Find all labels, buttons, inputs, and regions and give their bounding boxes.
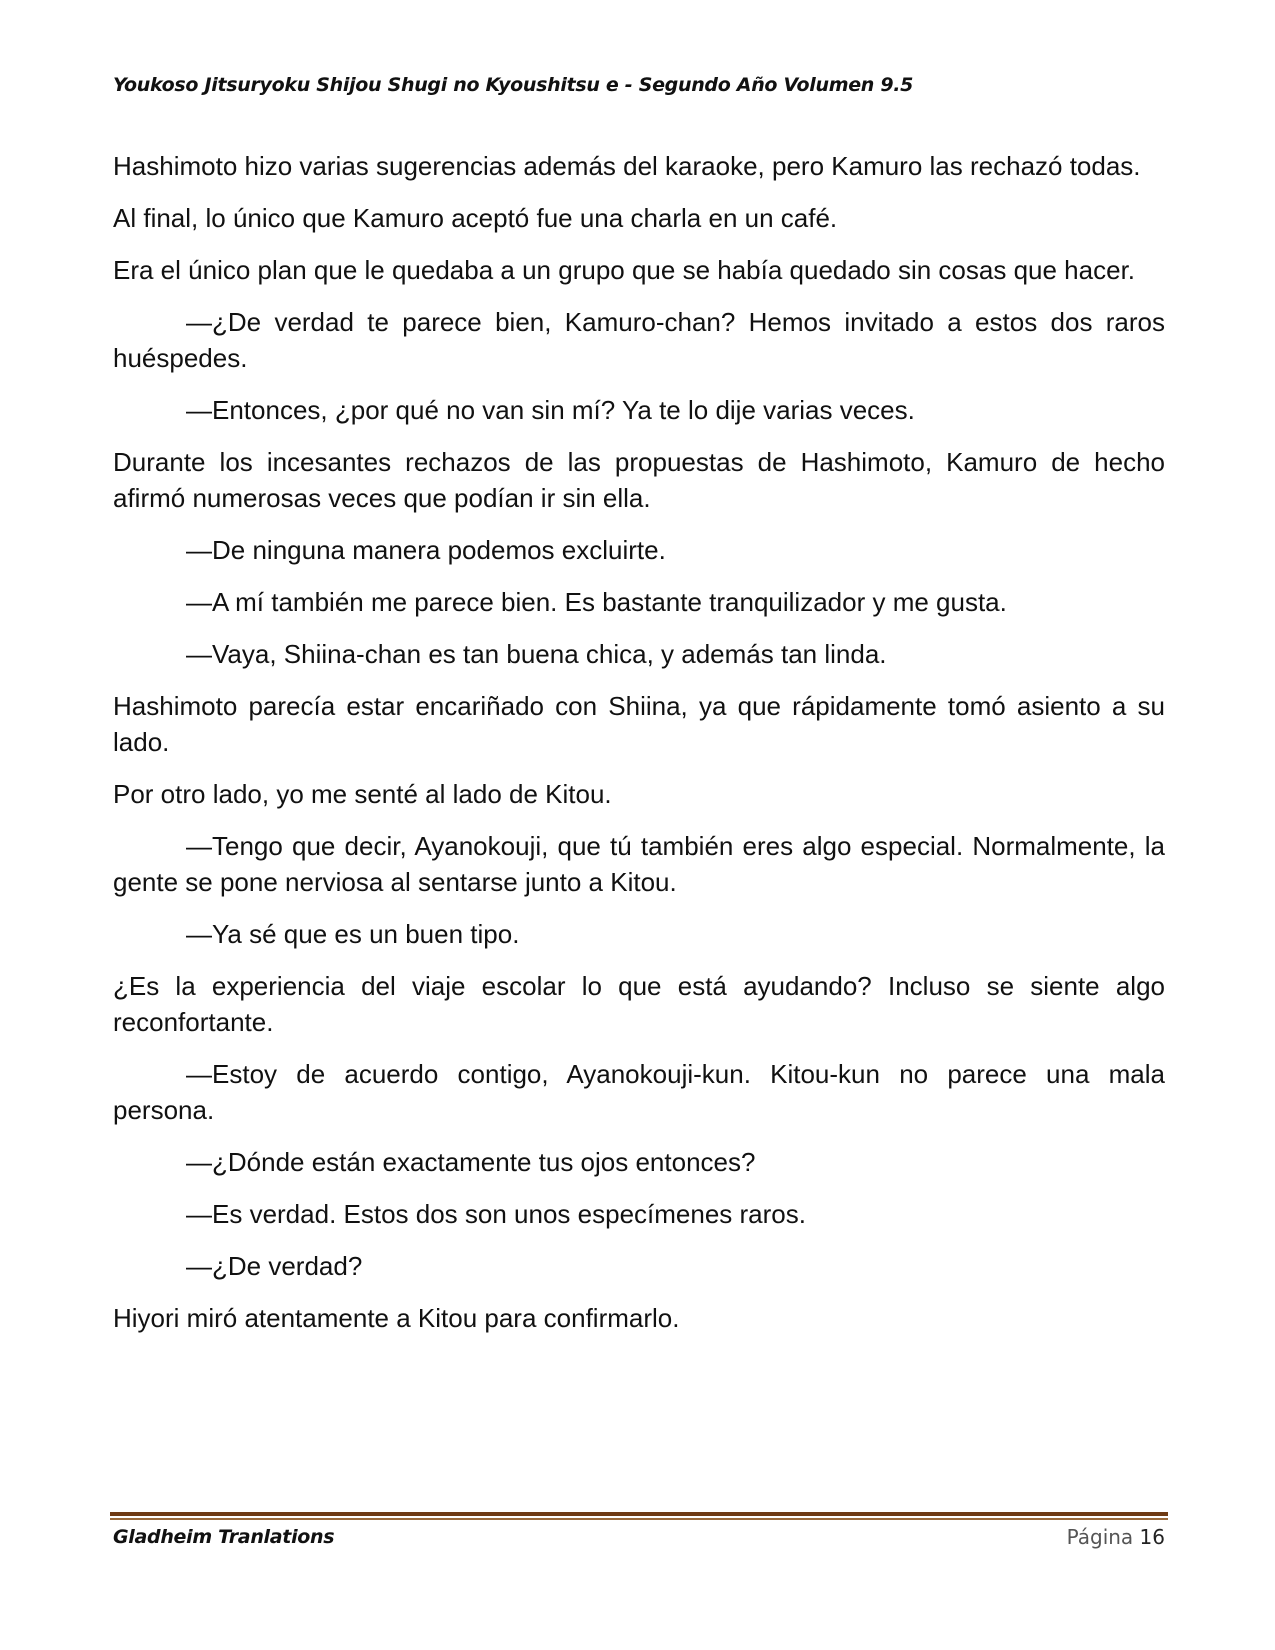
paragraph: Era el único plan que le quedaba a un grupo que se había quedado sin cosas que hacer. — [113, 255, 1136, 285]
paragraph: Al final, lo único que Kamuro aceptó fue una charla en un café. — [113, 203, 838, 233]
page-number: 16 — [1139, 1525, 1165, 1549]
page-label: Página — [1066, 1525, 1134, 1549]
dialog-line: —Es verdad. Estos dos son unos especímenes raros. — [186, 1199, 806, 1229]
footer-publisher: Gladheim Tranlations — [113, 1526, 335, 1548]
paragraph: Por otro lado, yo me senté al lado de Kitou. — [113, 779, 612, 809]
dialog-line: —Ya sé que es un buen tipo. — [186, 919, 520, 949]
paragraph: Durante los incesantes rechazos de las propuestas de Hashimoto, Kamuro de hecho afirmó numerosas veces que podían ir sin ella. — [113, 447, 1165, 513]
paragraph: ¿Es la experiencia del viaje escolar lo que está ayudando? Incluso se siente algo reconfortante. — [113, 971, 1165, 1037]
dialog-line: —Entonces, ¿por qué no van sin mí? Ya te lo dije varias veces. — [186, 395, 915, 425]
dialog-line: —A mí también me parece bien. Es bastante tranquilizador y me gusta. — [186, 587, 1007, 617]
dialog-line: —Estoy de acuerdo contigo, Ayanokouji-kun. Kitou-kun no parece una mala persona. — [113, 1059, 1165, 1125]
paragraph: Hiyori miró atentamente a Kitou para confirmarlo. — [113, 1303, 680, 1333]
dialog-line: —Vaya, Shiina-chan es tan buena chica, y además tan linda. — [186, 639, 887, 669]
footer-divider-thin — [110, 1518, 1168, 1520]
dialog-line: —¿Dónde están exactamente tus ojos entonces? — [186, 1147, 756, 1177]
paragraph: Hashimoto hizo varias sugerencias además del karaoke, pero Kamuro las rechazó todas. — [113, 151, 1141, 181]
dialog-line: —¿De verdad? — [186, 1251, 363, 1281]
footer-divider-thick — [110, 1512, 1168, 1516]
footer-divider — [110, 1512, 1168, 1520]
paragraph: Hashimoto parecía estar encariñado con Shiina, ya que rápidamente tomó asiento a su lado. — [113, 691, 1165, 757]
dialog-line: —Tengo que decir, Ayanokouji, que tú también eres algo especial. Normalmente, la gente se pone nerviosa al sentarse junto a Kitou. — [113, 831, 1165, 897]
dialog-line: —De ninguna manera podemos excluirte. — [186, 535, 666, 565]
page-number-label — [1067, 1525, 1165, 1549]
page-body — [113, 148, 1165, 1352]
running-header: Youkoso Jitsuryoku Shijou Shugi no Kyoushitsu e - Segundo Año Volumen 9.5 — [113, 74, 914, 96]
dialog-line: —¿De verdad te parece bien, Kamuro-chan? Hemos invitado a estos dos raros huéspedes. — [113, 307, 1165, 373]
